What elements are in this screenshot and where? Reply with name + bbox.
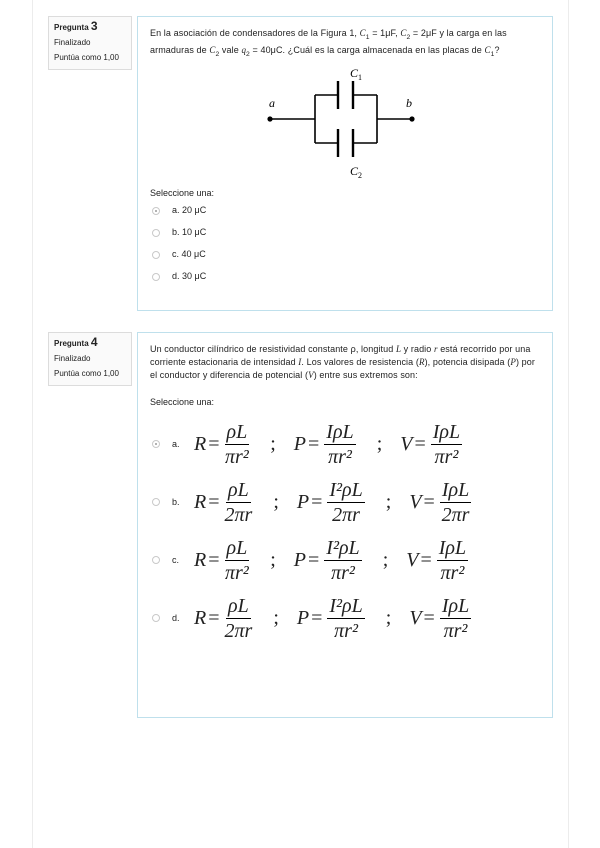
separator: ;: [270, 432, 276, 455]
answer-options: [150, 415, 540, 647]
numerator: IρL: [441, 478, 470, 501]
equals-sign: =: [208, 548, 220, 571]
c1-label: $C_1$: [350, 65, 363, 82]
numerator: I²ρL: [326, 536, 360, 559]
question-3-info: [48, 16, 132, 70]
denominator: πr²: [440, 561, 465, 584]
node-a-label: a: [269, 95, 275, 110]
fraction-p: [324, 537, 361, 584]
numerator: ρL: [228, 594, 249, 617]
equals-sign: =: [311, 606, 323, 629]
radio-button[interactable]: [152, 556, 160, 564]
radio-button[interactable]: [152, 498, 160, 506]
fraction-p: [327, 479, 364, 526]
radio-button[interactable]: [152, 207, 160, 215]
numerator: I²ρL: [329, 478, 363, 501]
denominator: πr²: [434, 445, 459, 468]
select-one-label: Seleccione una:: [150, 397, 215, 407]
answer-option[interactable]: [150, 266, 540, 288]
equals-sign: =: [208, 606, 220, 629]
denominator: 2πr: [224, 619, 253, 642]
denominator: πr²: [334, 619, 358, 642]
numerator: IρL: [441, 594, 470, 617]
question-label: Pregunta: [54, 23, 89, 32]
equals-sign: =: [208, 490, 220, 513]
fraction-v: [437, 537, 468, 584]
fraction-r: [225, 479, 253, 526]
denominator: 2πr: [224, 503, 253, 526]
denominator: πr²: [331, 561, 355, 584]
answer-option[interactable]: [150, 244, 540, 266]
page-right-border: [568, 0, 569, 848]
fraction-p: [327, 595, 364, 642]
variable-v: V: [406, 548, 419, 571]
option-text: b. 10 μC: [172, 227, 207, 238]
option-letter: d.: [172, 612, 180, 623]
radio-button[interactable]: [152, 614, 160, 622]
answer-option[interactable]: [150, 531, 540, 589]
radio-button[interactable]: [152, 251, 160, 259]
answer-option[interactable]: [150, 200, 540, 222]
option-text: a. 20 μC: [172, 205, 207, 216]
denominator: πr²: [224, 561, 249, 584]
option-formula: [194, 537, 471, 584]
numerator: IρL: [326, 420, 354, 443]
separator: ;: [270, 548, 276, 571]
question-4-text: Un conductor cilíndrico de resistividad constante ρ, longitud L y radio r está recorrido por una corriente estacionaria de intensidad I. Los valores de resistencia (R), potencia disipada (P) por el conductor y diferencia de potencial (V) entre sus extremos son:: [150, 344, 535, 380]
option-formula: [194, 421, 465, 468]
equals-sign: =: [311, 490, 323, 513]
fraction-v: [431, 421, 462, 468]
node-b-label: b: [406, 95, 412, 110]
variable-p: P: [293, 548, 307, 571]
question-number: 4: [90, 335, 98, 349]
radio-button[interactable]: [152, 273, 160, 281]
separator: ;: [376, 432, 383, 455]
node-b-dot: [409, 116, 414, 121]
equals-sign: =: [308, 548, 320, 571]
equals-sign: =: [414, 432, 426, 455]
separator: ;: [273, 606, 279, 629]
option-letter: c.: [172, 554, 180, 565]
separator: ;: [382, 548, 389, 571]
variable-r: R: [194, 490, 207, 513]
question-state: Finalizado: [54, 38, 91, 47]
radio-button[interactable]: [152, 229, 160, 237]
page-left-border: [32, 0, 33, 848]
question-points: Puntúa como 1,00: [54, 369, 119, 378]
node-a-dot: [267, 116, 272, 121]
variable-v: V: [409, 606, 422, 629]
radio-button[interactable]: [152, 440, 160, 448]
option-letter: a.: [172, 438, 180, 449]
variable-p: P: [296, 490, 310, 513]
separator: ;: [273, 490, 279, 513]
fraction-v: [440, 479, 471, 526]
answer-option[interactable]: [150, 222, 540, 244]
denominator: πr²: [328, 445, 352, 468]
c2-label: $C_2$: [350, 163, 363, 180]
numerator: I²ρL: [329, 594, 363, 617]
numerator: IρL: [432, 420, 461, 443]
variable-p: P: [296, 606, 310, 629]
option-formula: [194, 479, 474, 526]
answer-option[interactable]: [150, 589, 540, 647]
option-formula: [194, 595, 474, 642]
variable-v: V: [400, 432, 413, 455]
question-3-text: En la asociación de condensadores de la Figura 1, $C_1 = 1\mu F$, $C_2 = 2\mu F$ y la carga en las armaduras de $C_2$ vale $q_2 = 40\mu C$. ¿Cuál es la carga almacenada en las placas de $C_1$?: [150, 28, 507, 58]
fraction-r: [225, 537, 250, 584]
variable-v: V: [409, 490, 422, 513]
numerator: IρL: [438, 536, 467, 559]
fraction-p: [324, 421, 355, 468]
question-3-content: [137, 16, 553, 311]
separator: ;: [385, 606, 392, 629]
fraction-r: [225, 595, 253, 642]
variable-r: R: [194, 548, 207, 571]
denominator: πr²: [224, 445, 249, 468]
equals-sign: =: [420, 548, 432, 571]
denominator: 2πr: [332, 503, 360, 526]
numerator: ρL: [226, 536, 248, 559]
capacitor-circuit-figure: [150, 63, 542, 181]
question-4-info: [48, 332, 132, 386]
fraction-v: [440, 595, 471, 642]
answer-option[interactable]: [150, 415, 540, 473]
question-points: Puntúa como 1,00: [54, 53, 119, 62]
select-one-label: Seleccione una:: [150, 187, 215, 198]
fraction-r: [225, 421, 250, 468]
option-text: d. 30 μC: [172, 271, 207, 282]
question-state: Finalizado: [54, 354, 91, 363]
equals-sign: =: [208, 432, 220, 455]
separator: ;: [385, 490, 392, 513]
variable-p: P: [293, 432, 307, 455]
question-4-content: [137, 332, 553, 718]
equals-sign: =: [308, 432, 320, 455]
equals-sign: =: [423, 490, 435, 513]
question-label: Pregunta: [54, 339, 89, 348]
answer-options: [150, 200, 540, 288]
option-letter: b.: [172, 496, 180, 507]
equals-sign: =: [423, 606, 435, 629]
option-text: c. 40 μC: [172, 249, 206, 260]
denominator: 2πr: [441, 503, 470, 526]
question-number: 3: [90, 19, 98, 33]
variable-r: R: [194, 432, 207, 455]
answer-option[interactable]: [150, 473, 540, 531]
denominator: πr²: [443, 619, 468, 642]
numerator: ρL: [226, 420, 248, 443]
numerator: ρL: [228, 478, 249, 501]
variable-r: R: [194, 606, 207, 629]
